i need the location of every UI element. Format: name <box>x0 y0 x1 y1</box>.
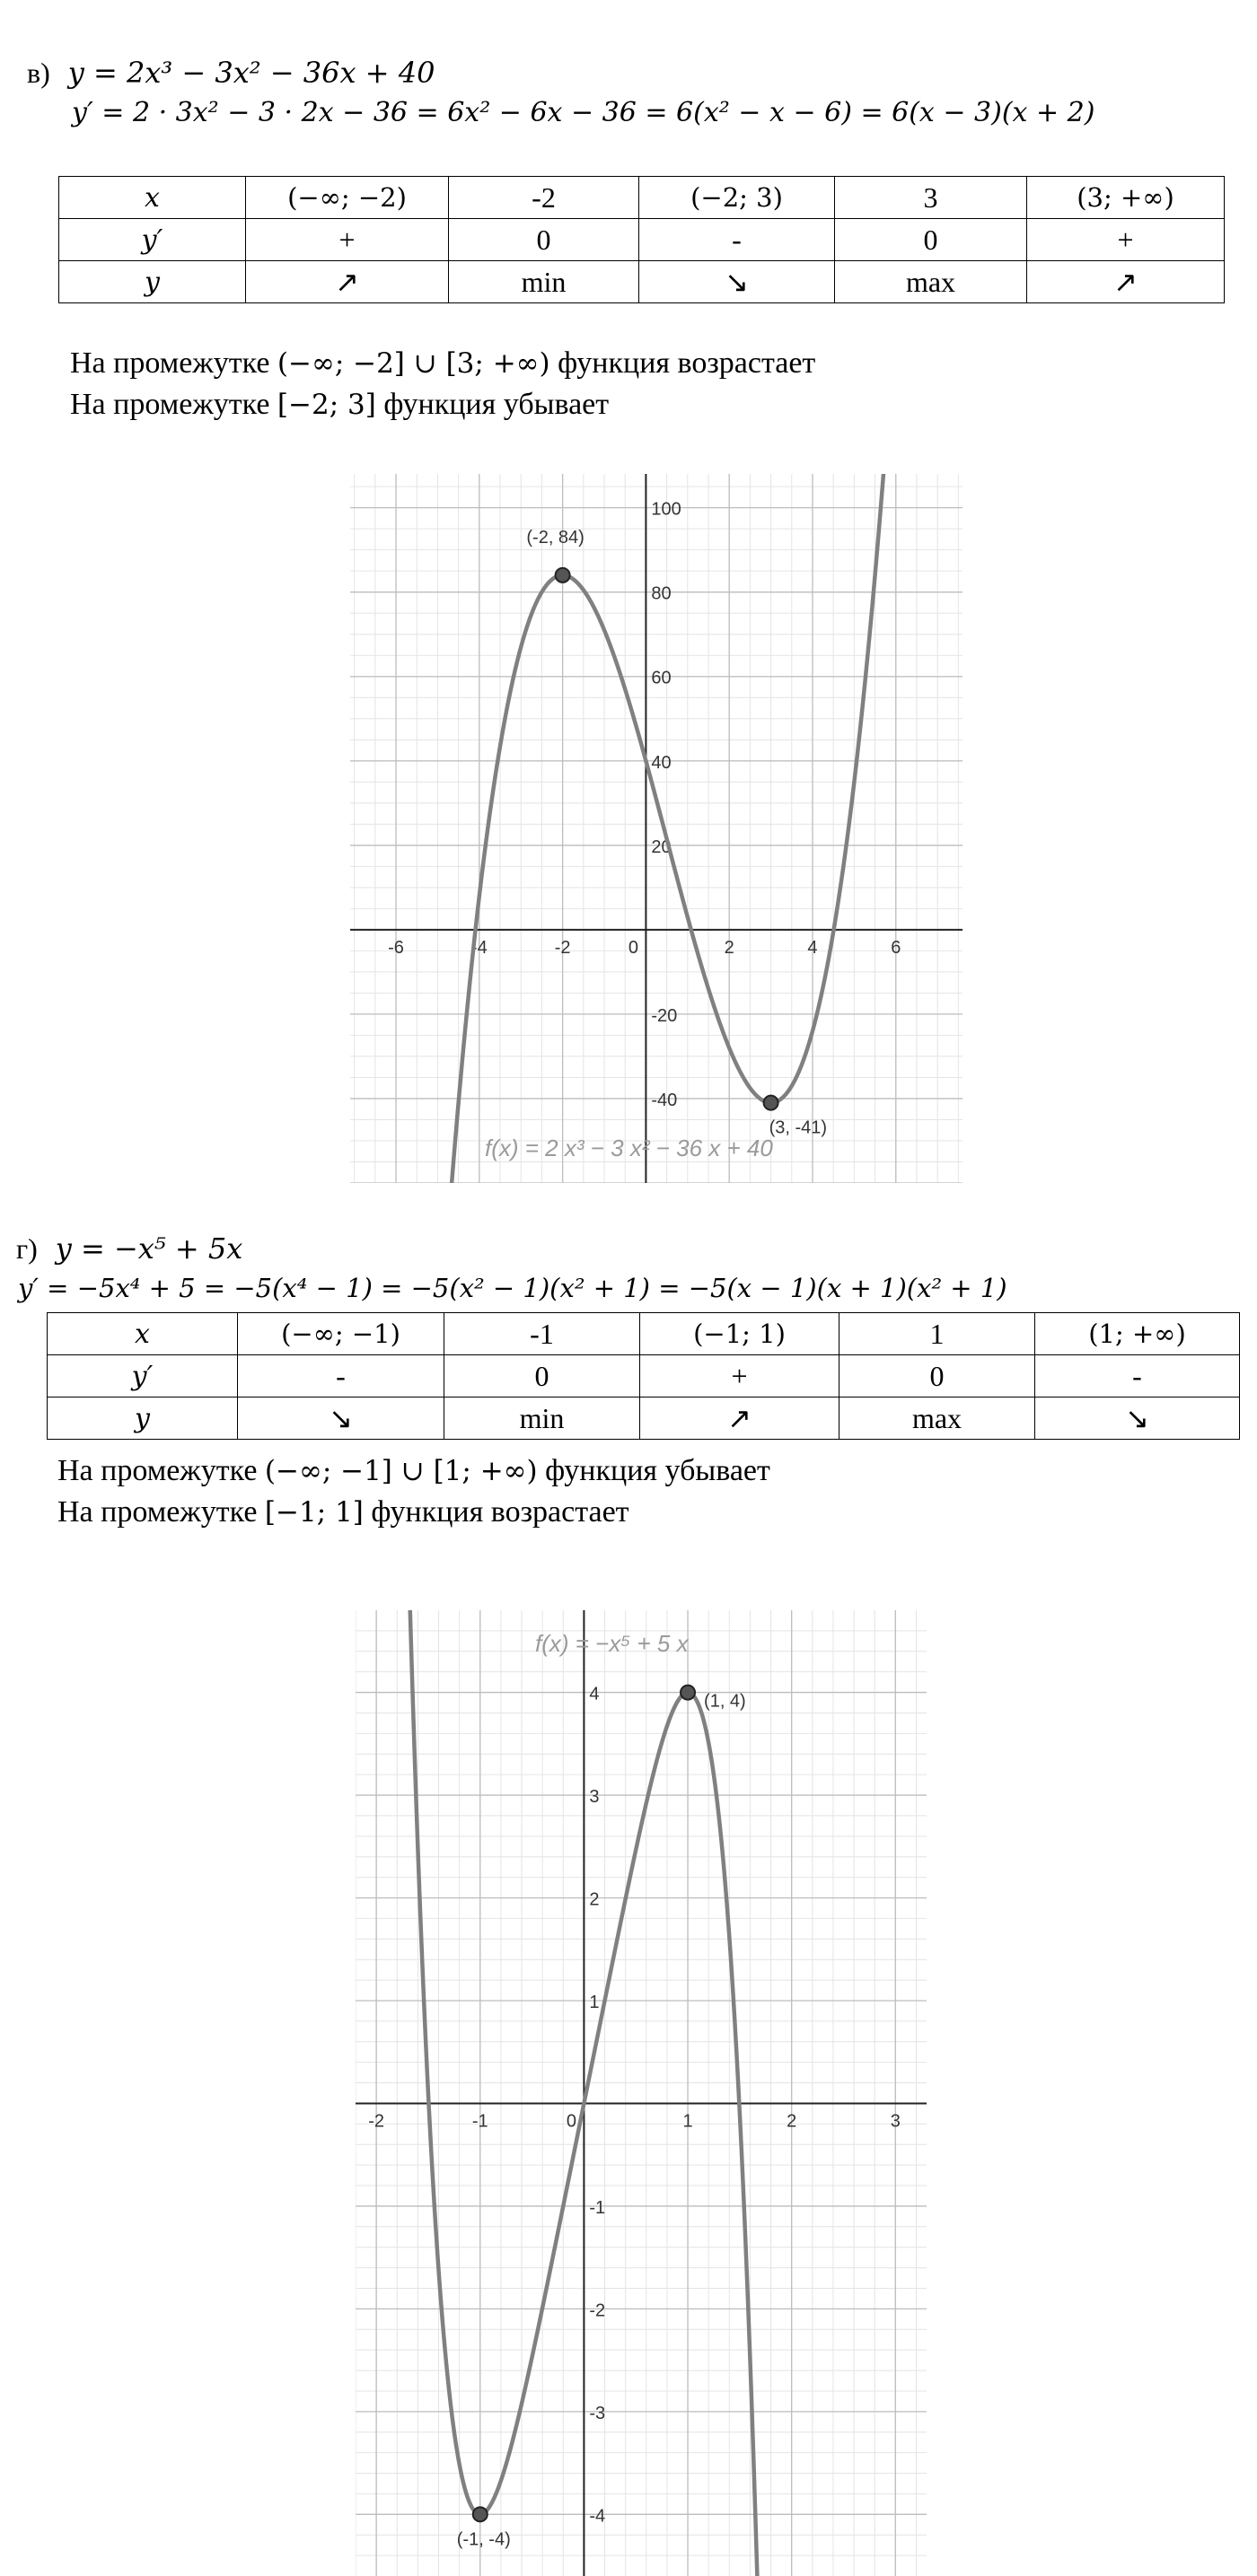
x-tick-label: 6 <box>891 937 901 958</box>
x-tick-label: 0 <box>628 937 638 958</box>
extremum-point-label: (1, 4) <box>704 1691 746 1712</box>
extremum-point <box>556 568 570 583</box>
table-cell: (−∞; −2) <box>246 177 449 219</box>
problem-v-graph <box>350 474 963 1183</box>
function-curve <box>356 1610 927 2576</box>
x-tick-label: -1 <box>471 2111 488 2132</box>
y-tick-label: -2 <box>589 2300 606 2321</box>
row-head-x: x <box>48 1313 238 1355</box>
row-head-derivative: y′ <box>48 1355 238 1398</box>
table-cell: - <box>639 219 835 261</box>
table-row-y <box>48 1398 1240 1440</box>
row-head-y: y <box>59 261 246 303</box>
problem-g-decreasing-statement <box>57 1454 770 1488</box>
problem-v-sign-table <box>58 176 1225 303</box>
table-cell: -2 <box>449 177 639 219</box>
table-cell: + <box>246 219 449 261</box>
y-tick-label: 4 <box>589 1684 600 1704</box>
statement-interval: (−∞; −1] ∪ [1; +∞) <box>264 1455 538 1487</box>
problem-v-decreasing-statement <box>70 388 609 422</box>
extremum-point-label: (-2, 84) <box>526 527 585 548</box>
x-tick-label: 2 <box>724 937 734 958</box>
table-row-y <box>59 261 1225 303</box>
increase-arrow-icon: ↗ <box>1027 261 1225 303</box>
problem-g-header <box>16 1231 242 1266</box>
table-cell: (1; +∞) <box>1035 1313 1240 1355</box>
x-tick-label: 4 <box>807 937 818 958</box>
statement-prefix: На промежутке <box>57 1495 258 1529</box>
x-tick-label: -6 <box>388 937 404 958</box>
row-head-derivative: y′ <box>59 219 246 261</box>
y-tick-label: 1 <box>589 1992 600 2012</box>
table-cell: (3; +∞) <box>1027 177 1225 219</box>
table-cell: (−2; 3) <box>639 177 835 219</box>
problem-g-graph <box>356 1610 927 2576</box>
table-cell: - <box>1035 1355 1240 1398</box>
y-tick-label: -20 <box>651 1005 678 1026</box>
problem-v-derivative: y′ = 2 · 3x² − 3 · 2x − 36 = 6x² − 6x − 36 = 6(x² − x − 6) = 6(x − 3)(x + 2) <box>72 97 1095 128</box>
extremum-point <box>764 1096 778 1110</box>
statement-interval: [−1; 1] <box>264 1496 364 1529</box>
y-tick-label: 60 <box>651 668 672 688</box>
x-tick-label: 0 <box>566 2111 576 2132</box>
table-cell: 0 <box>835 219 1027 261</box>
statement-interval: (−∞; −2] ∪ [3; +∞) <box>277 347 550 380</box>
table-cell: -1 <box>444 1313 640 1355</box>
table-row-x <box>59 177 1225 219</box>
problem-v-label: в) <box>27 57 50 89</box>
problem-g-label: г) <box>16 1232 38 1265</box>
y-tick-label: 20 <box>651 837 672 857</box>
statement-suffix: функция убывает <box>545 1454 770 1487</box>
table-row-derivative <box>48 1355 1240 1398</box>
table-cell: 0 <box>449 219 639 261</box>
table-cell: + <box>1027 219 1225 261</box>
function-curve <box>350 474 963 1183</box>
table-cell: min <box>444 1398 640 1440</box>
y-tick-label: 100 <box>651 499 681 520</box>
statement-prefix: На промежутке <box>70 388 270 421</box>
problem-g-sign-table <box>47 1312 1240 1440</box>
table-cell: (−∞; −1) <box>238 1313 444 1355</box>
y-tick-label: 3 <box>589 1787 600 1808</box>
table-cell: (−1; 1) <box>640 1313 839 1355</box>
y-tick-label: 80 <box>651 583 672 604</box>
table-cell: + <box>640 1355 839 1398</box>
y-tick-label: 2 <box>589 1889 600 1910</box>
problem-g-derivative: y′ = −5x⁴ + 5 = −5(x⁴ − 1) = −5(x² − 1)(x² + 1) = −5(x − 1)(x + 1)(x² + 1) <box>18 1273 1007 1303</box>
extremum-point-label: (3, -41) <box>769 1117 828 1138</box>
table-cell: - <box>238 1355 444 1398</box>
x-tick-label: 2 <box>787 2111 797 2132</box>
increase-arrow-icon: ↗ <box>640 1398 839 1440</box>
problem-v-header <box>27 56 435 90</box>
decrease-arrow-icon: ↘ <box>639 261 835 303</box>
x-tick-label: 3 <box>890 2111 901 2132</box>
problem-v-function: y = 2x³ − 3x² − 36x + 40 <box>67 56 435 90</box>
statement-prefix: На промежутке <box>70 346 270 380</box>
table-cell: min <box>449 261 639 303</box>
table-row-derivative <box>59 219 1225 261</box>
y-tick-label: -3 <box>589 2403 606 2423</box>
increase-arrow-icon: ↗ <box>246 261 449 303</box>
x-tick-label: -4 <box>470 937 488 958</box>
statement-interval: [−2; 3] <box>277 389 376 421</box>
function-formula-label: f(x) = 2 x³ − 3 x² − 36 x + 40 <box>485 1135 773 1161</box>
row-head-x: x <box>59 177 246 219</box>
x-tick-label: -2 <box>554 937 571 958</box>
x-tick-label: 1 <box>682 2111 693 2132</box>
decrease-arrow-icon: ↘ <box>238 1398 444 1440</box>
extremum-point <box>681 1686 695 1700</box>
extremum-point-label: (-1, -4) <box>456 2529 511 2550</box>
statement-suffix: функция возрастает <box>558 346 816 380</box>
function-formula-label: f(x) = −x⁵ + 5 x <box>535 1630 689 1657</box>
x-tick-label: -2 <box>368 2111 385 2132</box>
statement-suffix: функция убывает <box>383 388 610 421</box>
table-cell: max <box>835 261 1027 303</box>
row-head-y: y <box>48 1398 238 1440</box>
y-tick-label: -1 <box>589 2197 606 2218</box>
problem-g-increasing-statement <box>57 1495 629 1529</box>
y-tick-label: -4 <box>589 2506 606 2527</box>
table-cell: 3 <box>835 177 1027 219</box>
problem-g-function: y = −x⁵ + 5x <box>55 1231 243 1266</box>
extremum-point <box>473 2507 488 2521</box>
y-tick-label: -40 <box>651 1090 678 1110</box>
table-cell: 1 <box>839 1313 1035 1355</box>
table-cell: 0 <box>444 1355 640 1398</box>
statement-prefix: На промежутке <box>57 1454 258 1487</box>
y-tick-label: 40 <box>651 752 672 773</box>
table-cell: max <box>839 1398 1035 1440</box>
table-cell: 0 <box>839 1355 1035 1398</box>
problem-v-increasing-statement <box>70 346 815 381</box>
decrease-arrow-icon: ↘ <box>1035 1398 1240 1440</box>
table-row-x <box>48 1313 1240 1355</box>
statement-suffix: функция возрастает <box>371 1495 629 1529</box>
